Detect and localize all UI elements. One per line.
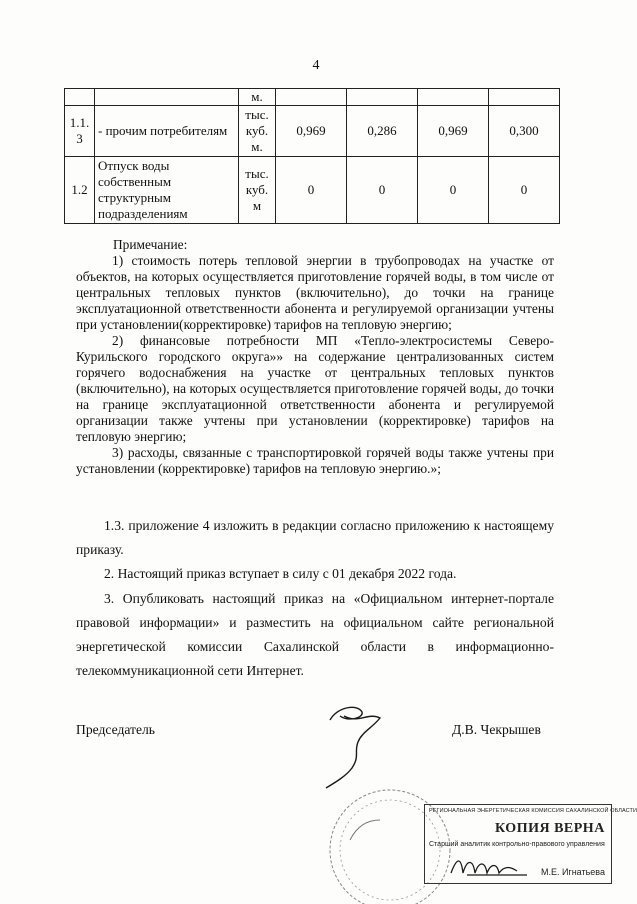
row-value: 0 [276,157,347,224]
clause-3: 3. Опубликовать настоящий приказ на «Официальном интернет-портале правовой информации» и разместить на официальном сайте региональной энергетической комиссии Сахалинской области в информационно-телекоммуникационной сети Интернет. [76,591,554,678]
row-value [347,89,418,106]
row-name [95,89,239,106]
page-number: 4 [312,58,320,73]
row-unit: тыс. куб. м. [239,106,276,157]
row-value: 0 [489,157,560,224]
signatory-name: Д.В. Чекрышев [452,722,541,737]
note-title: Примечание: [113,237,188,252]
table-row [65,106,560,157]
row-name: - прочим потребителям [95,106,239,157]
stamp-signature-icon [447,851,537,881]
row-unit: м. [239,89,276,106]
certified-copy-stamp [424,804,637,884]
clause-2: 2. Настоящий приказ вступает в силу с 01 декабря 2022 года. [104,566,457,581]
row-value: 0,286 [347,106,418,157]
stamp-title: КОПИЯ ВЕРНА [495,821,605,836]
clause-3-block [76,587,554,683]
note-item: 1) стоимость потерь тепловой энергии в трубопроводах на участке от объектов, на которых осуществляется приготовление горячей воды, в том числе от центральных тепловых пунктов (включительно), до точки на границе эксплуатационной ответственности абонента и регулируемой организации учтены при установлении(корректировке) тарифов на тепловую энергию; [76,253,554,332]
stamp-name: М.Е. Игнатьева [540,867,605,877]
note-item: 2) финансовые потребности МП «Тепло-электросистемы Северо-Курильского городского округа»» на содержание централизованных систем горячего водоснабжения на участке от центральных тепловых пунктов (включительно), на которых осуществляется приготовление горячей воды, до точки на границе эксплуатационной ответственности абонента и регулируемой организации также учтены при установлении (корректировке) тарифов на тепловую энергию; [76,333,554,444]
row-value: 0,969 [276,106,347,157]
row-name: Отпуск воды собственным структурным подразделениям [95,157,239,224]
table-row [65,157,560,224]
row-value: 0 [347,157,418,224]
row-value: 0,300 [489,106,560,157]
round-stamp-icon [320,780,430,890]
clause-2-block [76,562,554,586]
note-block [76,237,554,477]
row-value: 0 [418,157,489,224]
row-value [276,89,347,106]
stamp-org: РЕГИОНАЛЬНАЯ ЭНЕРГЕТИЧЕСКАЯ КОМИССИЯ САХАЛИНСКОЙ ОБЛАСТИ [429,808,637,814]
row-value [489,89,560,106]
note-item: 3) расходы, связанные с транспортировкой горячей воды также учтены при установлении (корректировке) тарифов на тепловую энергию.»; [76,445,554,476]
clause-1-3-block [76,514,554,562]
row-unit: тыс. куб. м [239,157,276,224]
signatory-position: Председатель [76,722,155,737]
row-number [65,89,95,106]
row-value [418,89,489,106]
signature-icon [318,702,398,792]
table-row [65,89,560,106]
row-number: 1.2 [65,157,95,224]
stamp-position: Старший аналитик контрольно-правового управления [429,841,605,848]
tariff-table [64,88,560,224]
clause-1-3: 1.3. приложение 4 изложить в редакции согласно приложению к настоящему приказу. [76,518,554,557]
row-value: 0,969 [418,106,489,157]
row-number: 1.1. 3 [65,106,95,157]
